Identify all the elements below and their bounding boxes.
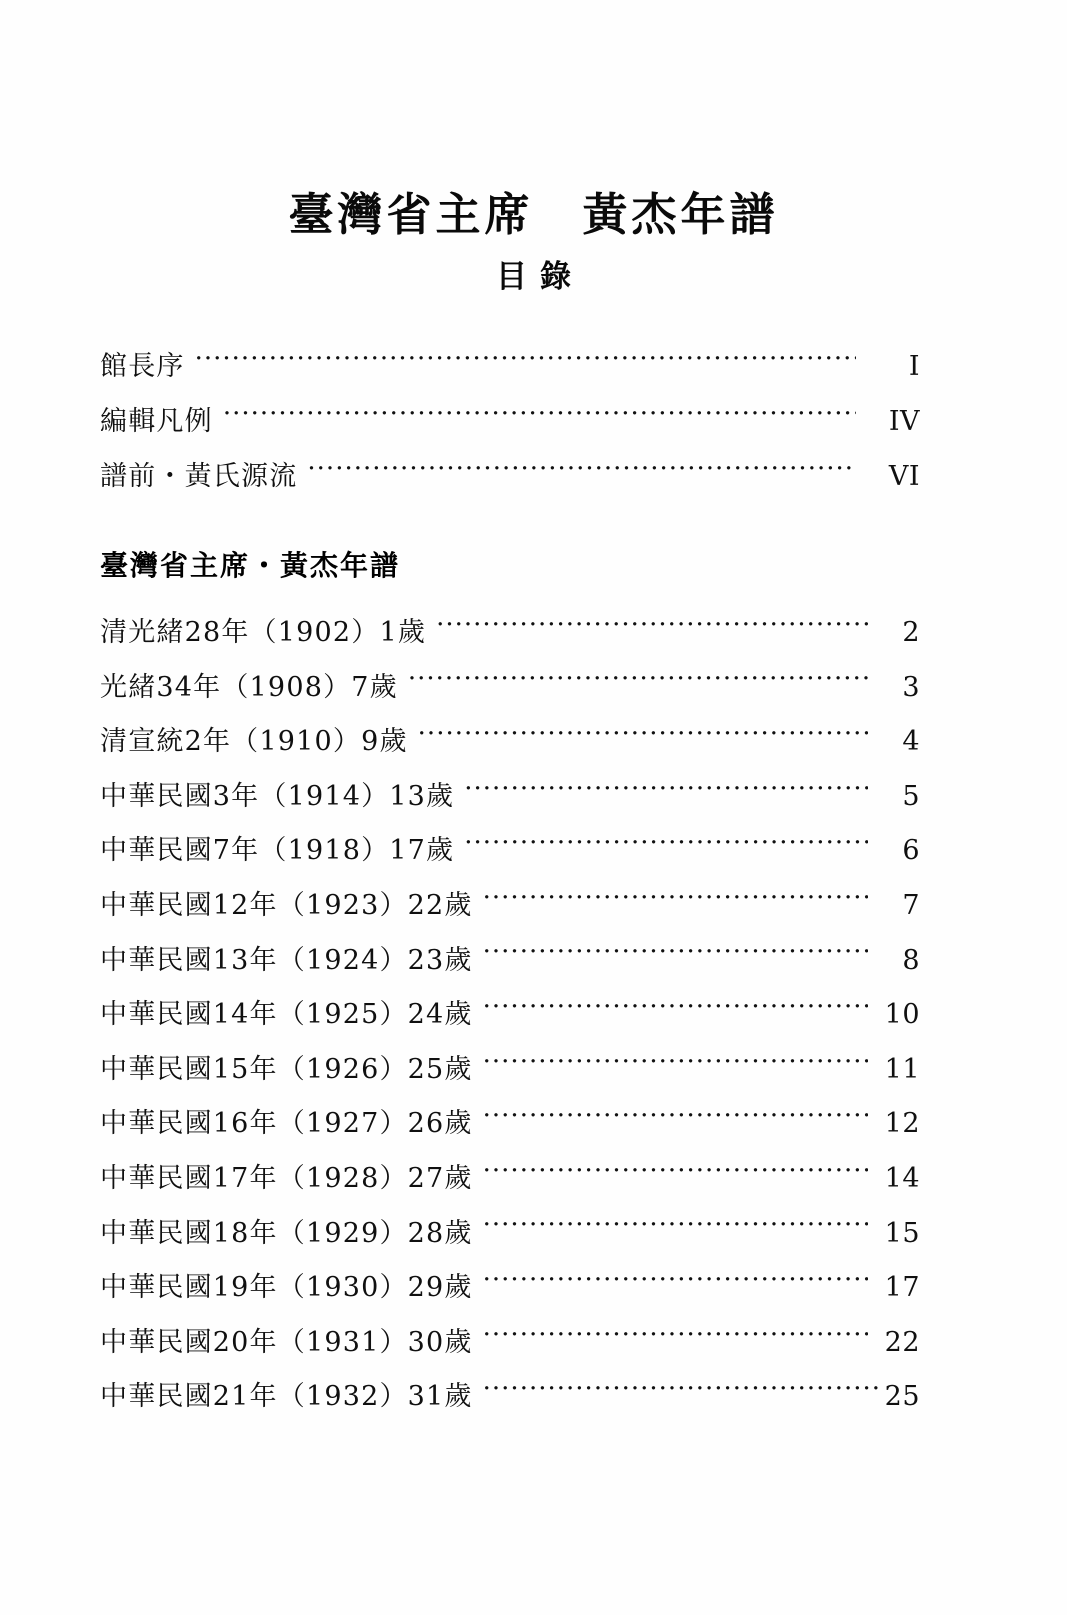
section-heading: 臺灣省主席・黃杰年譜 xyxy=(100,549,401,582)
toc-dot-leader xyxy=(483,1324,868,1351)
toc-dot-leader xyxy=(483,1160,868,1187)
toc-dot-leader xyxy=(483,942,868,969)
toc-entry-page: 15 xyxy=(884,1217,920,1249)
toc-entry[interactable] xyxy=(100,778,920,833)
toc-entry-page: IV xyxy=(888,406,920,437)
toc-entry-page: 4 xyxy=(902,726,920,758)
toc-entry[interactable] xyxy=(100,348,920,403)
toc-entry[interactable] xyxy=(100,1160,920,1215)
page-subtitle: 目錄 xyxy=(496,259,584,296)
page-title: 臺灣省主席 黃杰年譜 xyxy=(288,188,779,241)
chronology-list xyxy=(100,614,920,1433)
toc-entry-label: 中華民國12年（1923）22歲 xyxy=(100,889,473,921)
toc-entry[interactable] xyxy=(100,1105,920,1160)
toc-entry-label: 中華民國15年（1926）25歲 xyxy=(100,1053,473,1085)
toc-entry-page: 22 xyxy=(884,1326,920,1358)
toc-entry[interactable] xyxy=(100,832,920,887)
toc-dot-leader xyxy=(307,458,856,485)
toc-entry-page: 17 xyxy=(884,1272,920,1304)
toc-dot-leader xyxy=(195,348,856,375)
toc-entry[interactable] xyxy=(100,403,920,458)
toc-dot-leader xyxy=(464,778,868,805)
toc-entry-page: 5 xyxy=(902,780,920,812)
toc-dot-leader xyxy=(483,1269,868,1296)
toc-entry[interactable] xyxy=(100,1324,920,1379)
toc-dot-leader xyxy=(483,1051,868,1078)
toc-dot-leader xyxy=(483,996,868,1023)
table-of-contents xyxy=(100,348,920,1433)
toc-entry-page: 14 xyxy=(884,1162,920,1194)
toc-entry-page: 11 xyxy=(884,1053,920,1085)
toc-dot-leader xyxy=(408,669,868,696)
toc-dot-leader xyxy=(223,403,856,430)
toc-entry-label: 中華民國18年（1929）28歲 xyxy=(100,1217,473,1249)
toc-entry-label: 譜前・黃氏源流 xyxy=(100,461,298,492)
toc-entry[interactable] xyxy=(100,887,920,942)
toc-dot-leader xyxy=(418,723,868,750)
toc-entry-label: 光緒34年（1908）7歲 xyxy=(100,671,398,703)
toc-entry-page: 3 xyxy=(902,671,920,703)
toc-dot-leader xyxy=(436,614,868,641)
toc-entry-label: 編輯凡例 xyxy=(100,406,213,437)
toc-entry-label: 中華民國13年（1924）23歲 xyxy=(100,944,473,976)
toc-entry-page: 2 xyxy=(902,617,920,648)
toc-entry-label: 中華民國19年（1930）29歲 xyxy=(100,1272,473,1304)
toc-entry-label: 中華民國7年（1918）17歲 xyxy=(100,835,455,867)
toc-dot-leader xyxy=(483,1105,868,1132)
title-block xyxy=(0,188,1067,296)
toc-entry-page: 6 xyxy=(902,835,920,867)
toc-dot-leader xyxy=(464,832,868,859)
toc-entry[interactable] xyxy=(100,1051,920,1106)
toc-entry-label: 館長序 xyxy=(100,351,185,382)
toc-dot-leader xyxy=(483,887,868,914)
toc-entry-page: I xyxy=(908,351,920,382)
toc-entry-page: VI xyxy=(888,461,920,492)
toc-entry-label: 清光緒28年（1902）1歲 xyxy=(100,617,427,648)
toc-entry-page: 10 xyxy=(884,999,920,1031)
toc-entry-page: 12 xyxy=(884,1108,920,1140)
toc-entry[interactable] xyxy=(100,1215,920,1270)
toc-entry-page: 7 xyxy=(902,889,920,921)
toc-entry-label: 中華民國14年（1925）24歲 xyxy=(100,999,473,1031)
toc-entry[interactable] xyxy=(100,1269,920,1324)
toc-entry-label: 中華民國17年（1928）27歲 xyxy=(100,1162,473,1194)
toc-entry-label: 中華民國16年（1927）26歲 xyxy=(100,1108,473,1140)
toc-entry-label: 中華民國3年（1914）13歲 xyxy=(100,780,455,812)
toc-dot-leader xyxy=(483,1215,868,1242)
toc-entry[interactable] xyxy=(100,614,920,669)
toc-entry-label: 中華民國20年（1931）30歲 xyxy=(100,1326,473,1358)
toc-entry[interactable] xyxy=(100,942,920,997)
toc-entry[interactable] xyxy=(100,669,920,724)
toc-entry[interactable] xyxy=(100,723,920,778)
toc-entry[interactable] xyxy=(100,458,920,513)
toc-entry-page: 8 xyxy=(902,944,920,976)
toc-dot-leader xyxy=(483,1378,878,1405)
toc-entry-label: 清宣統2年（1910）9歲 xyxy=(100,726,408,758)
toc-entry-page: 25 xyxy=(884,1381,920,1413)
toc-entry-label: 中華民國21年（1932）31歲 xyxy=(100,1381,473,1413)
toc-entry[interactable] xyxy=(100,1378,920,1433)
front-matter-list xyxy=(100,348,920,513)
toc-entry[interactable] xyxy=(100,996,920,1051)
